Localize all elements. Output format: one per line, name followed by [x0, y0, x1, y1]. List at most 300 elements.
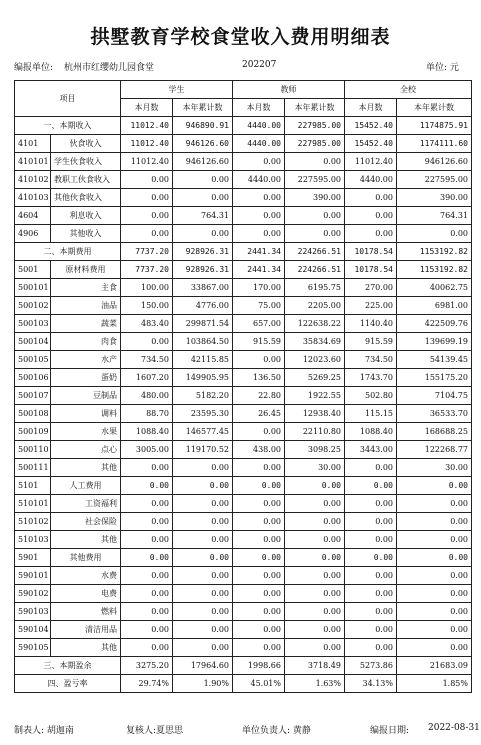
- value-cell: 0.00: [173, 639, 233, 657]
- table-row: [15, 549, 472, 567]
- value-cell: 0.00: [397, 477, 472, 495]
- value-cell: 1174111.60: [397, 135, 472, 153]
- value-cell: 1607.20: [121, 369, 173, 387]
- section-row: [15, 657, 472, 675]
- value-cell: 0.00: [345, 603, 397, 621]
- value-cell: 928926.31: [173, 261, 233, 279]
- reviewer: 复核人:夏思思: [126, 726, 184, 736]
- value-cell: 0.00: [285, 585, 345, 603]
- value-cell: 122638.22: [285, 315, 345, 333]
- table-row: [15, 135, 472, 153]
- section-label: 四、盈亏率: [15, 675, 121, 693]
- table-row: [15, 315, 472, 333]
- value-cell: 0.00: [233, 603, 285, 621]
- table-row: [15, 531, 472, 549]
- date-label: 编报日期:: [370, 726, 410, 736]
- value-cell: 915.59: [345, 333, 397, 351]
- value-cell: 0.00: [173, 513, 233, 531]
- value-cell: 34.13%: [345, 675, 397, 693]
- value-cell: 0.00: [121, 585, 173, 603]
- value-cell: 0.00: [173, 585, 233, 603]
- table-row: [15, 567, 472, 585]
- value-cell: 224266.51: [285, 243, 345, 261]
- value-cell: 155175.20: [397, 369, 472, 387]
- section-label: 二、本期费用: [15, 243, 121, 261]
- section-row: [15, 675, 472, 693]
- table-row: [15, 495, 472, 513]
- account-name: 水果: [51, 423, 121, 441]
- table-row: [15, 225, 472, 243]
- value-cell: 0.00: [233, 423, 285, 441]
- account-name: 教职工伙食收入: [51, 171, 121, 189]
- value-cell: 0.00: [285, 531, 345, 549]
- account-name: 其他收入: [51, 225, 121, 243]
- table-row: [15, 477, 472, 495]
- table-row: [15, 459, 472, 477]
- value-cell: 75.00: [233, 297, 285, 315]
- account-name: 蔬菜: [51, 315, 121, 333]
- account-name: 利息收入: [51, 207, 121, 225]
- value-cell: 946890.91: [173, 117, 233, 135]
- preparer: 制表人: 胡迦南: [14, 726, 74, 736]
- value-cell: 0.00: [397, 603, 472, 621]
- value-cell: 0.00: [397, 567, 472, 585]
- value-cell: 26.45: [233, 405, 285, 423]
- account-code: 500101: [15, 279, 51, 297]
- value-cell: 0.00: [233, 513, 285, 531]
- value-cell: 15452.40: [345, 135, 397, 153]
- account-code: 4906: [15, 225, 51, 243]
- header-month: 本月数: [121, 99, 173, 117]
- value-cell: 7737.20: [121, 261, 173, 279]
- account-name: 工资福利: [51, 495, 121, 513]
- account-name: 人工费用: [51, 477, 121, 495]
- account-code: 500104: [15, 333, 51, 351]
- table-row: [15, 387, 472, 405]
- account-name: 油品: [51, 297, 121, 315]
- value-cell: 42115.85: [173, 351, 233, 369]
- section-label: 一、本期收入: [15, 117, 121, 135]
- value-cell: 0.00: [345, 225, 397, 243]
- value-cell: 480.00: [121, 387, 173, 405]
- report-period: 202207: [242, 60, 277, 70]
- value-cell: 0.00: [121, 207, 173, 225]
- value-cell: 0.00: [233, 459, 285, 477]
- value-cell: 299871.54: [173, 315, 233, 333]
- value-cell: 390.00: [285, 189, 345, 207]
- report-date: 2022-08-31: [428, 723, 480, 733]
- value-cell: 0.00: [173, 189, 233, 207]
- value-cell: 0.00: [121, 189, 173, 207]
- value-cell: 0.00: [345, 567, 397, 585]
- value-cell: 0.00: [121, 477, 173, 495]
- value-cell: 6195.75: [285, 279, 345, 297]
- value-cell: 0.00: [173, 603, 233, 621]
- value-cell: 946126.60: [397, 153, 472, 171]
- value-cell: 4440.00: [233, 117, 285, 135]
- value-cell: 1174875.91: [397, 117, 472, 135]
- value-cell: 1922.55: [285, 387, 345, 405]
- value-cell: 1.85%: [397, 675, 472, 693]
- value-cell: 3275.20: [121, 657, 173, 675]
- value-cell: 0.00: [397, 225, 472, 243]
- account-name: 学生伙食收入: [51, 153, 121, 171]
- value-cell: 0.00: [121, 621, 173, 639]
- table-row: [15, 333, 472, 351]
- value-cell: 5269.25: [285, 369, 345, 387]
- value-cell: 946126.60: [173, 135, 233, 153]
- value-cell: 734.50: [345, 351, 397, 369]
- account-code: 500102: [15, 297, 51, 315]
- value-cell: 946126.60: [173, 153, 233, 171]
- value-cell: 0.00: [233, 549, 285, 567]
- value-cell: 227595.00: [285, 171, 345, 189]
- value-cell: 0.00: [233, 531, 285, 549]
- table-row: [15, 279, 472, 297]
- value-cell: 0.00: [233, 621, 285, 639]
- account-code: 510103: [15, 531, 51, 549]
- account-name: 蛋奶: [51, 369, 121, 387]
- value-cell: 30.00: [285, 459, 345, 477]
- value-cell: 115.15: [345, 405, 397, 423]
- table-row: [15, 207, 472, 225]
- value-cell: 0.00: [233, 639, 285, 657]
- header-ytd: 本年累计数: [173, 99, 233, 117]
- value-cell: 0.00: [285, 477, 345, 495]
- value-cell: 0.00: [173, 549, 233, 567]
- value-cell: 0.00: [285, 495, 345, 513]
- value-cell: 2441.34: [233, 261, 285, 279]
- value-cell: 224266.51: [285, 261, 345, 279]
- table-row: [15, 261, 472, 279]
- value-cell: 122268.77: [397, 441, 472, 459]
- value-cell: 0.00: [345, 207, 397, 225]
- table-row: [15, 513, 472, 531]
- account-name: 调料: [51, 405, 121, 423]
- account-code: 500110: [15, 441, 51, 459]
- value-cell: 7737.20: [121, 243, 173, 261]
- table-row: [15, 189, 472, 207]
- value-cell: 0.00: [173, 495, 233, 513]
- value-cell: 0.00: [397, 639, 472, 657]
- report-meta: [14, 60, 474, 74]
- value-cell: 100.00: [121, 279, 173, 297]
- value-cell: 0.00: [121, 495, 173, 513]
- account-name: 燃料: [51, 603, 121, 621]
- value-cell: 0.00: [173, 477, 233, 495]
- value-cell: 10178.54: [345, 243, 397, 261]
- account-name: 原材料费用: [51, 261, 121, 279]
- value-cell: 0.00: [173, 459, 233, 477]
- value-cell: 11012.40: [345, 153, 397, 171]
- value-cell: 0.00: [173, 621, 233, 639]
- value-cell: 15452.40: [345, 117, 397, 135]
- value-cell: 6981.00: [397, 297, 472, 315]
- account-name: 主食: [51, 279, 121, 297]
- value-cell: 5182.20: [173, 387, 233, 405]
- value-cell: 0.00: [233, 351, 285, 369]
- value-cell: 1.63%: [285, 675, 345, 693]
- table-row: [15, 405, 472, 423]
- account-name: 清洁用品: [51, 621, 121, 639]
- table-row: [15, 639, 472, 657]
- value-cell: 0.00: [121, 549, 173, 567]
- value-cell: 149905.95: [173, 369, 233, 387]
- value-cell: 3443.00: [345, 441, 397, 459]
- value-cell: 0.00: [397, 621, 472, 639]
- value-cell: 5273.86: [345, 657, 397, 675]
- value-cell: 0.00: [173, 171, 233, 189]
- value-cell: 0.00: [233, 189, 285, 207]
- account-name: 其他: [51, 459, 121, 477]
- value-cell: 21683.09: [397, 657, 472, 675]
- value-cell: 0.00: [345, 477, 397, 495]
- value-cell: 0.00: [121, 171, 173, 189]
- value-cell: 30.00: [397, 459, 472, 477]
- account-name: 豆制品: [51, 387, 121, 405]
- value-cell: 10178.54: [345, 261, 397, 279]
- value-cell: 0.00: [285, 549, 345, 567]
- value-cell: 3098.25: [285, 441, 345, 459]
- section-row: [15, 117, 472, 135]
- currency-label: 单位: 元: [426, 63, 459, 73]
- value-cell: 1153192.82: [397, 261, 472, 279]
- value-cell: 0.00: [121, 459, 173, 477]
- value-cell: 390.00: [397, 189, 472, 207]
- value-cell: 0.00: [233, 207, 285, 225]
- value-cell: 422509.76: [397, 315, 472, 333]
- value-cell: 0.00: [233, 567, 285, 585]
- value-cell: 40062.75: [397, 279, 472, 297]
- value-cell: 150.00: [121, 297, 173, 315]
- report-table: [14, 80, 472, 693]
- account-name: 社会保险: [51, 513, 121, 531]
- value-cell: 146577.45: [173, 423, 233, 441]
- value-cell: 35834.69: [285, 333, 345, 351]
- value-cell: 0.00: [345, 621, 397, 639]
- account-code: 500111: [15, 459, 51, 477]
- value-cell: 36533.70: [397, 405, 472, 423]
- account-code: 500106: [15, 369, 51, 387]
- value-cell: 0.00: [285, 207, 345, 225]
- account-code: 5101: [15, 477, 51, 495]
- value-cell: 227985.00: [285, 117, 345, 135]
- value-cell: 1998.66: [233, 657, 285, 675]
- value-cell: 227985.00: [285, 135, 345, 153]
- value-cell: 0.00: [285, 567, 345, 585]
- value-cell: 0.00: [345, 531, 397, 549]
- value-cell: 170.00: [233, 279, 285, 297]
- account-name: 其他费用: [51, 549, 121, 567]
- value-cell: 139699.19: [397, 333, 472, 351]
- value-cell: 3718.49: [285, 657, 345, 675]
- value-cell: 227595.00: [397, 171, 472, 189]
- table-row: [15, 153, 472, 171]
- section-label: 三、本期盈余: [15, 657, 121, 675]
- unit-name: 杭州市红缨幼儿园食堂: [64, 63, 155, 73]
- value-cell: 0.00: [345, 459, 397, 477]
- header-month: 本月数: [233, 99, 285, 117]
- account-code: 500103: [15, 315, 51, 333]
- section-row: [15, 243, 472, 261]
- account-name: 其他: [51, 639, 121, 657]
- value-cell: 33867.00: [173, 279, 233, 297]
- value-cell: 0.00: [397, 549, 472, 567]
- value-cell: 136.50: [233, 369, 285, 387]
- value-cell: 0.00: [345, 513, 397, 531]
- value-cell: 11012.40: [121, 153, 173, 171]
- account-name: 水费: [51, 567, 121, 585]
- value-cell: 54139.45: [397, 351, 472, 369]
- value-cell: 0.00: [121, 531, 173, 549]
- value-cell: 1.90%: [173, 675, 233, 693]
- value-cell: 11012.40: [121, 117, 173, 135]
- value-cell: 1088.40: [345, 423, 397, 441]
- value-cell: 0.00: [345, 189, 397, 207]
- account-name: 其他: [51, 531, 121, 549]
- account-name: 伙食收入: [51, 135, 121, 153]
- account-code: 590103: [15, 603, 51, 621]
- header-ytd: 本年累计数: [285, 99, 345, 117]
- value-cell: 2205.00: [285, 297, 345, 315]
- value-cell: 0.00: [285, 603, 345, 621]
- value-cell: 0.00: [285, 153, 345, 171]
- value-cell: 7104.75: [397, 387, 472, 405]
- table-row: [15, 369, 472, 387]
- value-cell: 764.31: [397, 207, 472, 225]
- table-row: [15, 603, 472, 621]
- value-cell: 0.00: [233, 225, 285, 243]
- value-cell: 764.31: [173, 207, 233, 225]
- value-cell: 225.00: [345, 297, 397, 315]
- account-code: 410102: [15, 171, 51, 189]
- value-cell: 4440.00: [233, 171, 285, 189]
- value-cell: 0.00: [397, 513, 472, 531]
- value-cell: 103864.50: [173, 333, 233, 351]
- account-code: 410103: [15, 189, 51, 207]
- account-name: 其他伙食收入: [51, 189, 121, 207]
- account-code: 4604: [15, 207, 51, 225]
- account-code: 500108: [15, 405, 51, 423]
- value-cell: 4440.00: [233, 135, 285, 153]
- header-ytd: 本年累计数: [397, 99, 472, 117]
- value-cell: 438.00: [233, 441, 285, 459]
- report-footer: [14, 723, 480, 737]
- value-cell: 0.00: [233, 477, 285, 495]
- value-cell: 0.00: [173, 225, 233, 243]
- account-code: 510102: [15, 513, 51, 531]
- value-cell: 12938.40: [285, 405, 345, 423]
- value-cell: 0.00: [121, 333, 173, 351]
- account-code: 590105: [15, 639, 51, 657]
- manager: 单位负责人: 黄静: [242, 726, 311, 736]
- value-cell: 0.00: [233, 153, 285, 171]
- account-code: 4101: [15, 135, 51, 153]
- value-cell: 3005.00: [121, 441, 173, 459]
- account-name: 点心: [51, 441, 121, 459]
- value-cell: 0.00: [121, 603, 173, 621]
- account-code: 500107: [15, 387, 51, 405]
- value-cell: 22.80: [233, 387, 285, 405]
- value-cell: 4440.00: [345, 171, 397, 189]
- value-cell: 23595.30: [173, 405, 233, 423]
- value-cell: 45.01%: [233, 675, 285, 693]
- account-code: 590104: [15, 621, 51, 639]
- value-cell: 1140.40: [345, 315, 397, 333]
- value-cell: 12023.60: [285, 351, 345, 369]
- value-cell: 0.00: [233, 495, 285, 513]
- header-group-students: 学生: [121, 81, 233, 99]
- value-cell: 734.50: [121, 351, 173, 369]
- value-cell: 2441.34: [233, 243, 285, 261]
- value-cell: 0.00: [173, 567, 233, 585]
- value-cell: 1153192.82: [397, 243, 472, 261]
- account-code: 410101: [15, 153, 51, 171]
- account-code: 590102: [15, 585, 51, 603]
- value-cell: 483.40: [121, 315, 173, 333]
- value-cell: 4776.00: [173, 297, 233, 315]
- header-group-school: 全校: [345, 81, 472, 99]
- value-cell: 11012.40: [121, 135, 173, 153]
- table-row: [15, 351, 472, 369]
- account-name: 肉食: [51, 333, 121, 351]
- value-cell: 270.00: [345, 279, 397, 297]
- value-cell: 657.00: [233, 315, 285, 333]
- account-code: 500105: [15, 351, 51, 369]
- value-cell: 502.80: [345, 387, 397, 405]
- unit-label: 编报单位:: [14, 63, 54, 73]
- report-title: 拱墅教育学校食堂收入费用明细表: [90, 26, 391, 48]
- value-cell: 0.00: [285, 225, 345, 243]
- account-name: 水产: [51, 351, 121, 369]
- value-cell: 0.00: [285, 621, 345, 639]
- table-row: [15, 297, 472, 315]
- account-code: 510101: [15, 495, 51, 513]
- table-row: [15, 171, 472, 189]
- table-row: [15, 585, 472, 603]
- value-cell: 0.00: [345, 639, 397, 657]
- value-cell: 119170.52: [173, 441, 233, 459]
- value-cell: 915.59: [233, 333, 285, 351]
- value-cell: 168688.25: [397, 423, 472, 441]
- account-code: 5001: [15, 261, 51, 279]
- header-group-teachers: 教师: [233, 81, 345, 99]
- table-row: [15, 423, 472, 441]
- table-row: [15, 441, 472, 459]
- value-cell: 0.00: [397, 531, 472, 549]
- value-cell: 0.00: [345, 495, 397, 513]
- account-code: 590101: [15, 567, 51, 585]
- account-code: 5901: [15, 549, 51, 567]
- account-name: 电费: [51, 585, 121, 603]
- value-cell: 0.00: [285, 513, 345, 531]
- value-cell: 17964.60: [173, 657, 233, 675]
- value-cell: 0.00: [345, 549, 397, 567]
- value-cell: 0.00: [397, 495, 472, 513]
- header-item: 项目: [15, 81, 121, 117]
- account-code: 500109: [15, 423, 51, 441]
- value-cell: 0.00: [285, 639, 345, 657]
- value-cell: 0.00: [345, 585, 397, 603]
- value-cell: 29.74%: [121, 675, 173, 693]
- value-cell: 1088.40: [121, 423, 173, 441]
- value-cell: 0.00: [173, 531, 233, 549]
- table-row: [15, 621, 472, 639]
- value-cell: 928926.31: [173, 243, 233, 261]
- value-cell: 0.00: [233, 585, 285, 603]
- value-cell: 88.70: [121, 405, 173, 423]
- value-cell: 0.00: [121, 567, 173, 585]
